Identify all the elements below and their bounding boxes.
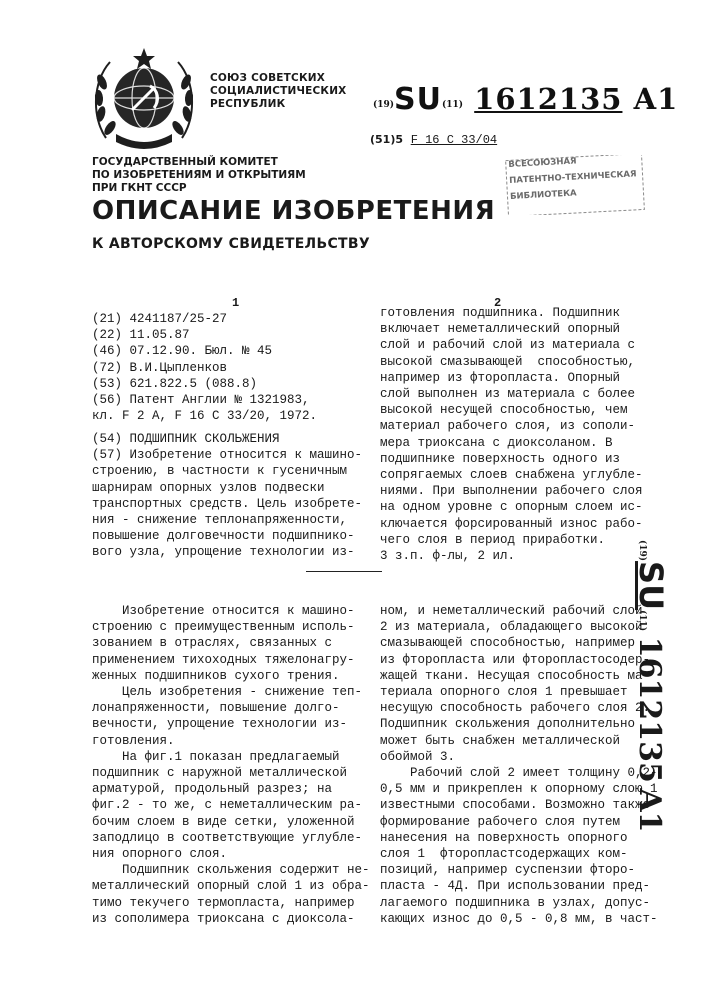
description-line: бочим слоем в виде сетки, уложенной — [92, 814, 370, 830]
country-code-label: (19) — [373, 100, 394, 110]
description-line: Рабочий слой 2 имеет толщину 0,2- — [380, 765, 658, 781]
abstract-line: слой выполнен из материала с более — [380, 386, 643, 402]
abstract-line: материал рабочего слоя, из сополи- — [380, 418, 643, 434]
abstract-line: слой и рабочий слой из материала с — [380, 337, 643, 353]
abstract-line: 3 з.п. ф-лы, 2 ил. — [380, 548, 643, 564]
org-line: СОЮЗ СОВЕТСКИХ — [210, 72, 346, 85]
side-patent-number: 1612135 — [632, 637, 667, 783]
description-line: из фторопласта или фторопластосодер- — [380, 652, 658, 668]
description-line: ния опорного слоя. — [92, 846, 370, 862]
description-line: Изобретение относится к машино- — [92, 603, 370, 619]
abstract-column-2 — [380, 305, 643, 564]
abstract-line: чего слоя в период приработки. — [380, 532, 643, 548]
abstract-line: сопрягаемых слоев снабжена углубле- — [380, 467, 643, 483]
side-country-code: SU — [632, 561, 670, 610]
abstract-line: транспортных средств. Цель изобрете- — [92, 496, 362, 512]
abstract-line: повышение долговечности подшипнико- — [92, 528, 362, 544]
committee — [92, 156, 306, 195]
description-line: подшипник с наружной металлической — [92, 765, 370, 781]
abstract-column-1 — [92, 431, 362, 561]
biblio-line: (56) Патент Англии № 1321983, — [92, 392, 317, 408]
biblio-line: кл. F 2 А, F 16 С 33/20, 1972. — [92, 408, 317, 424]
number-label: (11) — [442, 100, 463, 110]
side-number-label: (11) — [637, 610, 647, 631]
description-line: лагаемого подшипника в узлах, допус- — [380, 895, 658, 911]
document-subtitle: К АВТОРСКОМУ СВИДЕТЕЛЬСТВУ — [92, 236, 370, 252]
bibliographic-data — [92, 311, 317, 424]
description-line: строению с преимущественным исполь- — [92, 619, 370, 635]
description-line: применением тихоходных тяжелонагру- — [92, 652, 370, 668]
description-line: Подшипник скольжения дополнительно — [380, 716, 658, 732]
side-publication-number — [600, 540, 670, 780]
patent-number: 1612135 — [474, 82, 622, 116]
description-line: известными способами. Возможно также — [380, 797, 658, 813]
abstract-line: вого узла, упрощение технологии из- — [92, 544, 362, 560]
description-line: металлический опорный слой 1 из обра- — [92, 878, 370, 894]
abstract-line: шарнирам опорных узлов подвески — [92, 480, 362, 496]
abstract-line: мера триоксана с диоксоланом. В — [380, 435, 643, 451]
column-number: 2 — [494, 296, 501, 310]
section-divider — [306, 571, 382, 572]
column-number: 1 — [232, 296, 239, 310]
abstract-line: включает неметаллический опорный — [380, 321, 643, 337]
description-line: ном, и неметаллический рабочий слой — [380, 603, 658, 619]
biblio-line: (22) 11.05.87 — [92, 327, 317, 343]
ussr-emblem — [88, 42, 200, 154]
description-line: может быть снабжен металлической — [380, 733, 658, 749]
description-line: жащей ткани. Несущая способность ма- — [380, 668, 658, 684]
description-line: лонапряженности, повышение долго- — [92, 700, 370, 716]
description-line: фиг.2 - то же, с неметаллическим ра- — [92, 797, 370, 813]
org-line: РЕСПУБЛИК — [210, 98, 346, 111]
stamp-text — [508, 150, 644, 205]
abstract-line: строению, в частности к гусеничным — [92, 463, 362, 479]
publication-number — [373, 82, 678, 117]
description-line: готовления. — [92, 733, 370, 749]
description-line: несущую способность рабочего слоя 2. — [380, 700, 658, 716]
stamp-line: ПАТЕНТНО-ТЕХНИЧЕСКАЯ — [509, 166, 644, 189]
description-line: 0,5 мм и прикреплен к опорному слою 1 — [380, 781, 658, 797]
description-line: зованием в отраслях, связанных с — [92, 635, 370, 651]
description-line: из сополимера триоксана с диоксола- — [92, 911, 370, 927]
description-line: На фиг.1 показан предлагаемый — [92, 749, 370, 765]
description-line: пласта - 4Д. При использовании пред- — [380, 878, 658, 894]
abstract-line: ключается форсированный износ рабо- — [380, 516, 643, 532]
ipc-label: (51)5 — [370, 133, 403, 146]
side-number-text — [600, 540, 670, 780]
description-line: 2 из материала, обладающего высокой — [380, 619, 658, 635]
abstract-line: готовления подшипника. Подшипник — [380, 305, 643, 321]
description-line: Цель изобретения - снижение теп- — [92, 684, 370, 700]
stamp-line: БИБЛИОТЕКА — [510, 182, 645, 205]
description-line: арматурой, продольный разрез; на — [92, 781, 370, 797]
abstract-line: высокой несущей способностью, чем — [380, 402, 643, 418]
document-title: ОПИСАНИЕ ИЗОБРЕТЕНИЯ — [92, 196, 495, 226]
committee-line: ПО ИЗОБРЕТЕНИЯМ И ОТКРЫТИЯМ — [92, 169, 306, 182]
biblio-line: (46) 07.12.90. Бюл. № 45 — [92, 343, 317, 359]
side-kind-code: A1 — [632, 788, 667, 832]
description-line: вечности, упрощение технологии из- — [92, 716, 370, 732]
abstract-line: ниями. При выполнении рабочего слоя — [380, 483, 643, 499]
abstract-line: (54) ПОДШИПНИК СКОЛЬЖЕНИЯ — [92, 431, 362, 447]
description-line: формирование рабочего слоя путем — [380, 814, 658, 830]
issuing-state — [210, 72, 346, 111]
kind-code: A1 — [634, 82, 679, 116]
description-line: кающих износ до 0,5 - 0,8 мм, в част- — [380, 911, 658, 927]
description-line: териала опорного слоя 1 превышает — [380, 684, 658, 700]
description-line: смазывающей способностью, например — [380, 635, 658, 651]
description-line: заподлицо в соответствующие углубле- — [92, 830, 370, 846]
description-line: Подшипник скольжения содержит не- — [92, 862, 370, 878]
country-code: SU — [394, 82, 442, 117]
description-line: позиций, например суспензии фторо- — [380, 862, 658, 878]
abstract-line: например из фторопласта. Опорный — [380, 370, 643, 386]
committee-line: ПРИ ГКНТ СССР — [92, 182, 306, 195]
description-line: слоя 1 фторопластсодержащих ком- — [380, 846, 658, 862]
stamp-line: ВСЕСОЮЗНАЯ — [508, 150, 643, 173]
abstract-line: ния - снижение теплонапряженности, — [92, 512, 362, 528]
biblio-line: (72) В.И.Цыпленков — [92, 360, 317, 376]
abstract-line: (57) Изобретение относится к машино- — [92, 447, 362, 463]
description-line: тимо текучего термопласта, например — [92, 895, 370, 911]
description-line: обоймой 3. — [380, 749, 658, 765]
description-line: нанесения на поверхность опорного — [380, 830, 658, 846]
ipc-classification — [370, 133, 497, 147]
biblio-line: (21) 4241187/25-27 — [92, 311, 317, 327]
biblio-line: (53) 621.822.5 (088.8) — [92, 376, 317, 392]
description-line: женных подшипников сухого трения. — [92, 668, 370, 684]
abstract-line: на одном уровне с опорным слоем ис- — [380, 499, 643, 515]
side-country-label: (19) — [637, 540, 647, 561]
abstract-line: подшипнике поверхность одного из — [380, 451, 643, 467]
ipc-class: F 16 C 33/04 — [411, 133, 497, 147]
description-column-1 — [92, 603, 370, 927]
committee-line: ГОСУДАРСТВЕННЫЙ КОМИТЕТ — [92, 156, 306, 169]
abstract-line: высокой смазывающей способностью, — [380, 354, 643, 370]
org-line: СОЦИАЛИСТИЧЕСКИХ — [210, 85, 346, 98]
